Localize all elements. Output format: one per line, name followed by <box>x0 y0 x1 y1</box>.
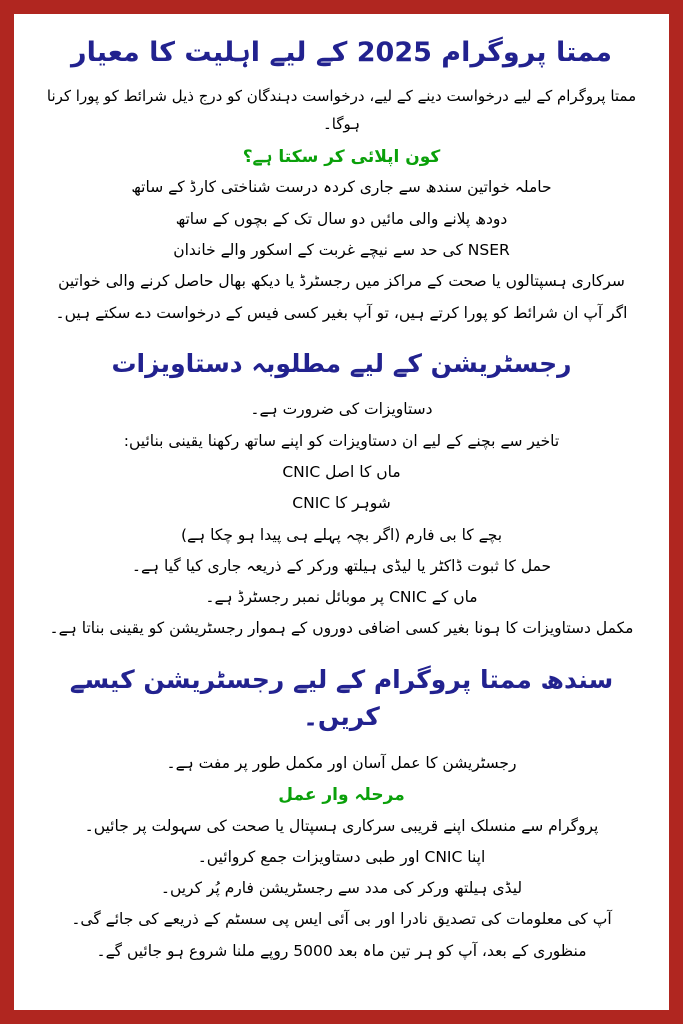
who-can-apply-heading: کون اپلائی کر سکتا ہے؟ <box>242 146 441 167</box>
registration-section <box>28 661 655 967</box>
document-item: بچے کا بی فارم (اگر بچہ پہلے ہی پیدا ہو چکا ہے) <box>180 525 503 544</box>
eligibility-item: سرکاری ہسپتالوں یا صحت کے مراکز میں رجسٹرڈ یا دیکھ بھال حاصل کرنے والی خواتین <box>58 272 625 291</box>
how-to-register-heading: سندھ ممتا پروگرام کے لیے رجسٹریشن کیسے کریں۔ <box>69 664 614 732</box>
registration-step: اپنا CNIC اور طبی دستاویزات جمع کروائیں۔ <box>197 847 486 866</box>
documents-instruction: تاخیر سے بچنے کے لیے ان دستاویزات کو اپنے ساتھ رکھنا یقینی بنائیں: <box>123 431 560 450</box>
eligibility-item: NSER کی حد سے نیچے غربت کے اسکور والے خاندان <box>173 240 510 259</box>
eligibility-item: حاملہ خواتین سندھ سے جاری کردہ درست شناختی کارڈ کے ساتھ <box>131 178 552 197</box>
poster-title: ممتا پروگرام 2025 کے لیے اہلیت کا معیار <box>71 37 612 68</box>
documents-section <box>28 345 655 645</box>
step-by-step-heading: مرحلہ وار عمل <box>278 785 405 805</box>
documents-heading: رجسٹریشن کے لیے مطلوبہ دستاویزات <box>111 348 572 378</box>
registration-step: پروگرام سے منسلک اپنے قریبی سرکاری ہسپتال یا صحت کی سہولت پر جائیں۔ <box>84 816 599 835</box>
documents-closing-note: مکمل دستاویزات کا ہونا بغیر کسی اضافی دوروں کے ہموار رجسٹریشن کو یقینی بناتا ہے۔ <box>49 619 634 638</box>
eligibility-item: اگر آپ ان شرائط کو پورا کرتے ہیں، تو آپ بغیر کسی فیس کے درخواست دے سکتے ہیں۔ <box>55 303 628 322</box>
intro-text: ممتا پروگرام کے لیے درخواست دینے کے لیے، درخواست دہندگان کو درج ذیل شرائط کو پورا کرنا ہوگا۔ <box>46 86 637 134</box>
registration-free-note: رجسٹریشن کا عمل آسان اور مکمل طور پر مفت ہے۔ <box>166 753 517 772</box>
registration-step: آپ کی معلومات کی تصدیق نادرا اور بی آئی ایس پی سسٹم کے ذریعے کی جائے گی۔ <box>71 910 612 929</box>
document-item: ماں کے CNIC پر موبائل نمبر رجسٹرڈ ہے۔ <box>205 588 478 607</box>
registration-step: منظوری کے بعد، آپ کو ہر تین ماہ بعد 5000 روپے ملنا شروع ہو جائیں گے۔ <box>96 941 587 960</box>
documents-note: دستاویزات کی ضرورت ہے۔ <box>250 400 433 419</box>
document-item: حمل کا ثبوت ڈاکٹر یا لیڈی ہیلتھ ورکر کے ذریعہ جاری کیا گیا ہے۔ <box>131 556 552 575</box>
document-item: شوہر کا CNIC <box>292 494 391 513</box>
eligibility-item: دودھ پلانے والی مائیں دو سال تک کے بچوں کے ساتھ <box>175 209 508 228</box>
who-can-apply-section <box>28 145 655 329</box>
document-item: ماں کا اصل CNIC <box>282 462 401 481</box>
registration-step: لیڈی ہیلتھ ورکر کی مدد سے رجسٹریشن فارم پُر کریں۔ <box>160 879 523 898</box>
